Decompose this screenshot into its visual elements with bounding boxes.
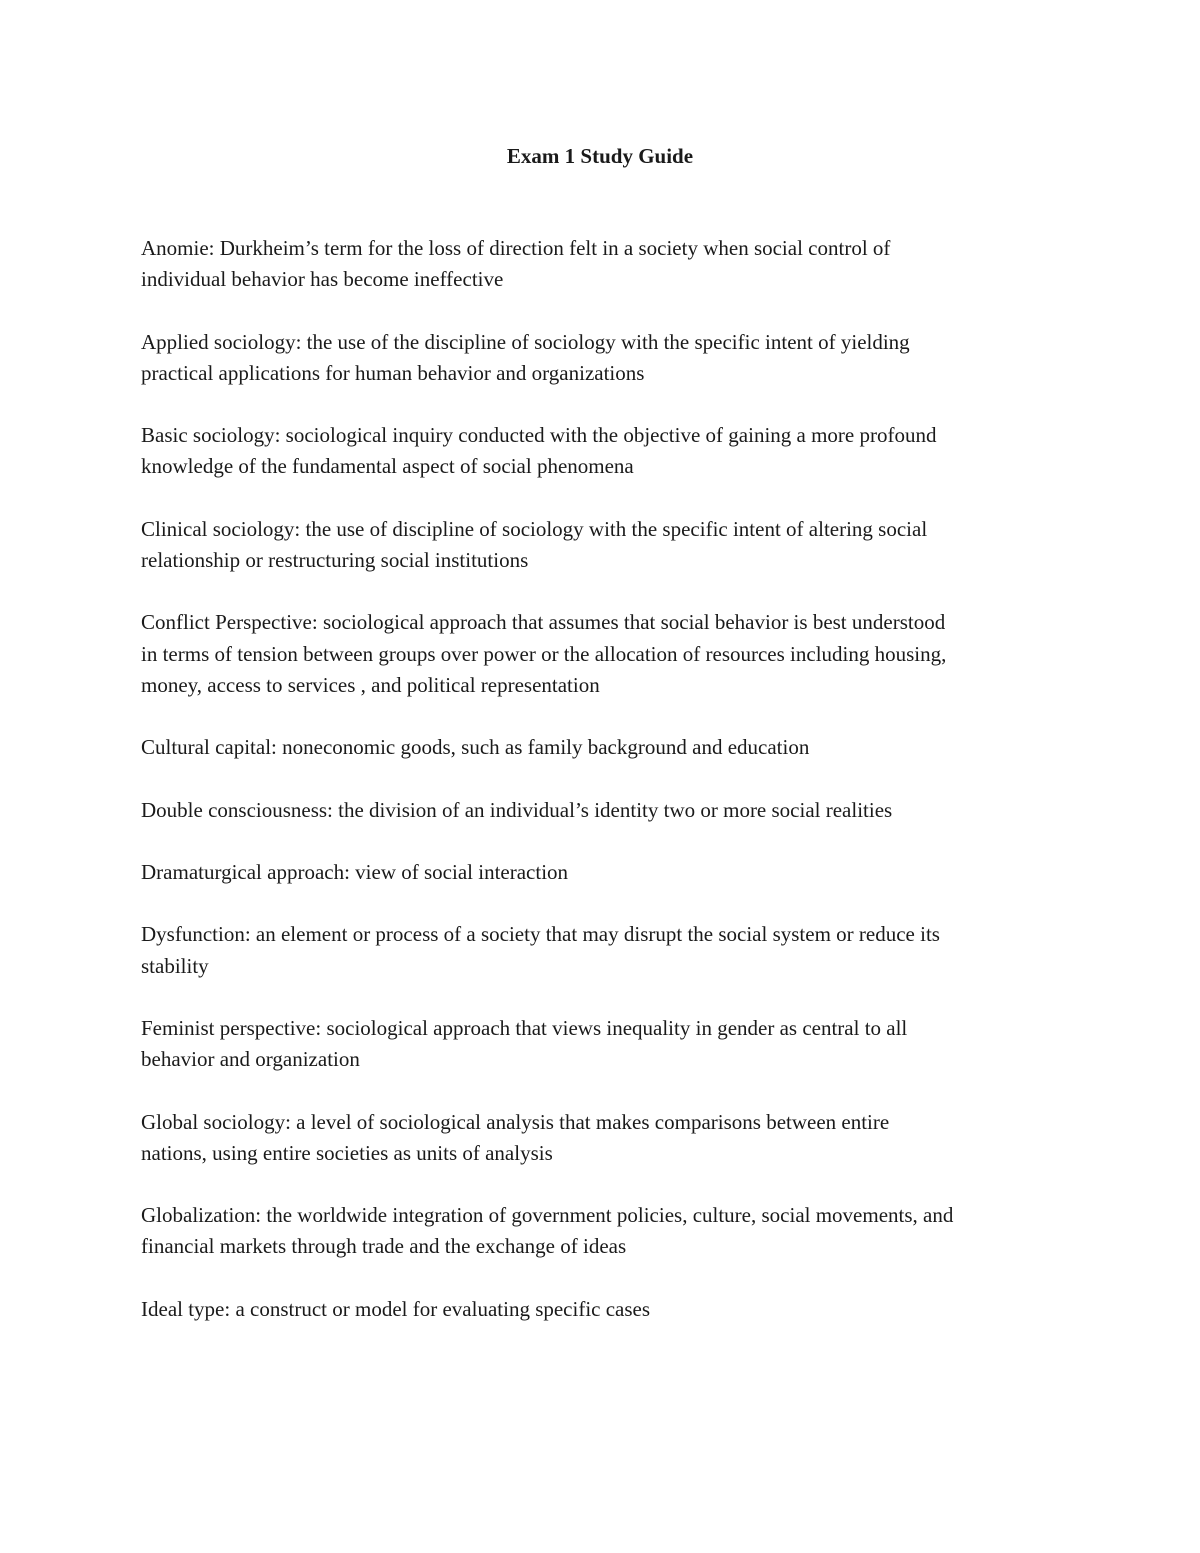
entry-line: Ideal type: a construct or model for evaluating specific cases [141, 1296, 651, 1321]
entry-line: nations, using entire societies as units of analysis [141, 1140, 553, 1165]
entry-line: behavior and organization [141, 1047, 360, 1072]
glossary-entry-global-sociology [141, 1107, 1061, 1169]
entry-line: Dysfunction: an element or process of a society that may disrupt the social system or reduce its [141, 922, 940, 947]
entry-line: financial markets through trade and the exchange of ideas [141, 1234, 627, 1259]
entry-line: money, access to services , and political representation [141, 672, 600, 697]
entry-line: Basic sociology: sociological inquiry conducted with the objective of gaining a more profound [141, 423, 937, 448]
entry-line: Feminist perspective: sociological approach that views inequality in gender as central to all [141, 1015, 908, 1040]
entry-line: Clinical sociology: the use of discipline of sociology with the specific intent of altering social [141, 516, 928, 541]
glossary-entry-clinical-sociology [141, 514, 1061, 576]
glossary-entry-applied-sociology [141, 327, 1061, 389]
entry-line: Applied sociology: the use of the discipline of sociology with the specific intent of yielding [141, 329, 910, 354]
entry-line: Cultural capital: noneconomic goods, such as family background and education [141, 735, 810, 760]
glossary-entry-ideal-type [141, 1294, 1061, 1325]
entry-line: Dramaturgical approach: view of social interaction [141, 859, 569, 884]
entry-line: Double consciousness: the division of an individual’s identity two or more social realities [141, 797, 893, 822]
entry-line: in terms of tension between groups over power or the allocation of resources including housing, [141, 641, 947, 666]
glossary-entry-anomie [141, 233, 1061, 295]
entry-line: Global sociology: a level of sociological analysis that makes comparisons between entire [141, 1109, 890, 1134]
entry-line: Conflict Perspective: sociological approach that assumes that social behavior is best understood [141, 610, 946, 635]
glossary-list [141, 233, 1061, 1356]
entry-line: stability [141, 953, 209, 978]
entry-line: knowledge of the fundamental aspect of social phenomena [141, 454, 634, 479]
glossary-entry-dysfunction [141, 919, 1061, 981]
entry-line: individual behavior has become ineffective [141, 267, 504, 292]
glossary-entry-cultural-capital [141, 732, 1061, 763]
entry-line: Anomie: Durkheim’s term for the loss of direction felt in a society when social control of [141, 236, 891, 260]
entry-line: relationship or restructuring social institutions [141, 547, 529, 572]
glossary-entry-globalization [141, 1200, 1061, 1262]
glossary-entry-feminist-perspective [141, 1013, 1061, 1075]
entry-line: practical applications for human behavior and organizations [141, 360, 645, 385]
glossary-entry-dramaturgical-approach [141, 857, 1061, 888]
glossary-entry-basic-sociology [141, 420, 1061, 482]
document-title: Exam 1 Study Guide [506, 144, 694, 168]
entry-line: Globalization: the worldwide integration of government policies, culture, social movements, and [141, 1203, 954, 1228]
glossary-entry-double-consciousness [141, 795, 1061, 826]
glossary-entry-conflict-perspective [141, 607, 1061, 701]
